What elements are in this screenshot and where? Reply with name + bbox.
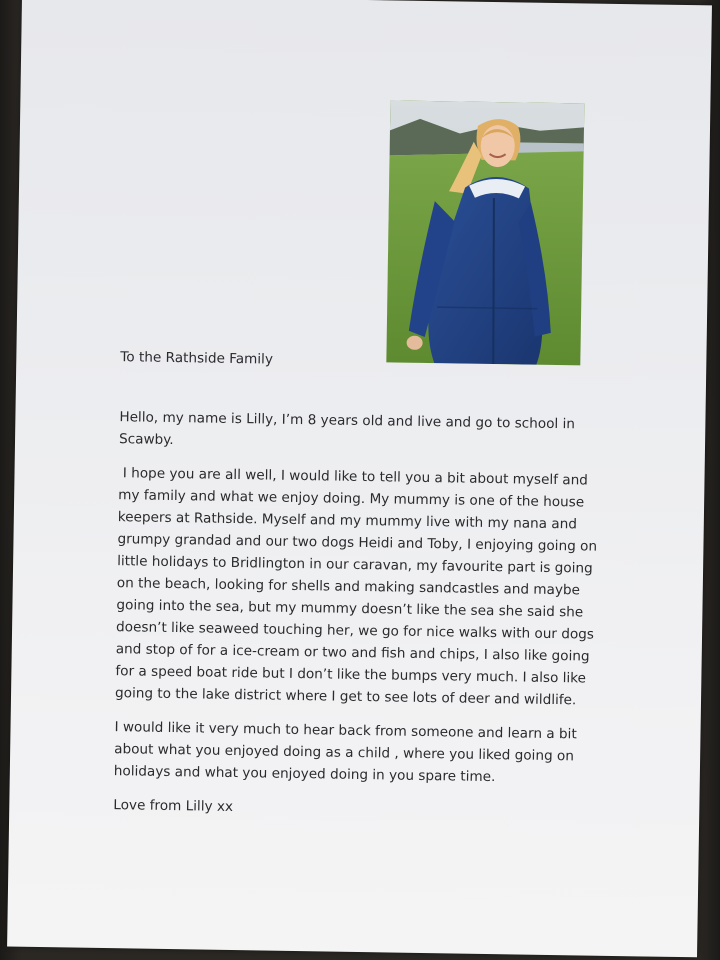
letter-paragraph-request: I would like it very much to hear back from someone and learn a bit about what you enjoyed doing as a child , where you liked going on holidays and what you enjoyed doing in you spare time. [113,719,577,786]
salutation: To the Rathside Family [120,349,274,368]
letter-body [113,346,612,824]
signature-closing: Love from Lilly xx [113,797,234,815]
photo-image [386,100,584,365]
letter-paragraph-intro: Hello, my name is Lilly, I’m 8 years old and live and go to school in Scawby. [118,409,576,449]
letter-page [7,0,712,957]
letter-paragraph-family: I hope you are all well, I would like to tell you a bit about myself and my family and what we enjoy doing. My mummy is one of the house keepers at Rathside. Myself and my mummy live with my nana and grumpy grandad and our two dogs Heidi and Toby, I enjoying going on little holidays to Bridlington in our caravan, my favourite part is going on the beach, looking for shells and making sandcastles and maybe going into the sea, but my mummy doesn’t like the sea she said she doesn’t like seaweed touching her, we go for nice walks with our dogs and stop of for a ice-cream or two and fish and chips, I also like going for a speed boat ride but I don’t like the bumps very much. I also like going to the lake district where I get to see lots of deer and wildlife. [114,465,602,709]
girl-in-blue-coat-photo [386,100,584,365]
